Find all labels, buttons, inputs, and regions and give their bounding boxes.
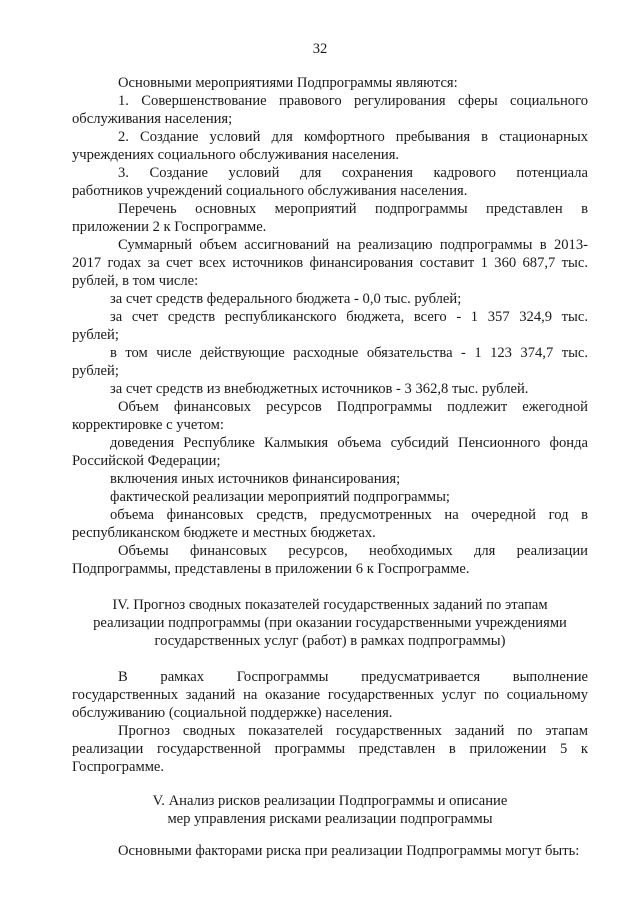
paragraph-line: В рамках Госпрограммы предусматривается выполнение [118, 669, 588, 685]
paragraph-line: в том числе действующие расходные обязательства - 1 123 374,7 тыс. [110, 345, 588, 361]
list-item-line: работников учреждений социального обслуживания населения. [72, 183, 468, 199]
paragraph-line: за счет средств республиканского бюджета, всего - 1 357 324,9 тыс. [110, 309, 588, 325]
paragraph-line: 2017 годах за счет всех источников финансирования составит 1 360 687,7 тыс. [72, 255, 588, 271]
paragraph-line: государственных заданий на оказание государственных услуг по социальному [72, 687, 588, 703]
paragraph-line: доведения Республике Калмыкия объема субсидий Пенсионного фонда [110, 435, 588, 451]
list-item-line: учреждениях социального обслуживания населения. [72, 147, 400, 163]
paragraph-line: корректировке с учетом: [72, 417, 224, 433]
paragraph-line: рублей, в том числе: [72, 273, 199, 289]
paragraph-line: реализации государственной программы представлен в приложении 5 к [72, 741, 588, 757]
page-number: 32 [312, 41, 328, 57]
paragraph-line: Подпрограммы, представлены в приложении 6 к Госпрограмме. [72, 561, 470, 577]
paragraph-line: приложении 2 к Госпрограмме. [72, 219, 267, 235]
paragraph-line: Суммарный объем ассигнований на реализацию подпрограммы в 2013- [118, 237, 588, 253]
paragraph-line: Объемы финансовых ресурсов, необходимых для реализации [118, 543, 588, 559]
paragraph-line: рублей; [72, 327, 119, 343]
paragraph-line: объема финансовых средств, предусмотренных на очередной год в [110, 507, 588, 523]
paragraph-line: Объем финансовых ресурсов Подпрограммы подлежит ежегодной [118, 399, 588, 415]
list-item-line: 2. Создание условий для комфортного пребывания в стационарных [118, 129, 588, 145]
paragraph-line: Прогноз сводных показателей государственных заданий по этапам [118, 723, 588, 739]
paragraph-line: Основными факторами риска при реализации Подпрограммы могут быть: [118, 843, 580, 859]
section-heading: государственных услуг (работ) в рамках подпрограммы) [154, 633, 506, 649]
section-heading: реализации подпрограммы (при оказании государственными учреждениями [93, 615, 567, 631]
section-heading: мер управления рисками реализации подпрограммы [167, 811, 493, 827]
paragraph-line: фактической реализации мероприятий подпрограммы; [110, 489, 450, 505]
paragraph-line: Основными мероприятиями Подпрограммы являются: [118, 75, 458, 91]
list-item-line: 1. Совершенствование правового регулирования сферы социального [118, 93, 588, 109]
paragraph-line: рублей; [72, 363, 119, 379]
list-item-line: обслуживания населения; [72, 111, 233, 127]
section-heading: V. Анализ рисков реализации Подпрограммы и описание [152, 793, 508, 809]
paragraph-line: республиканском бюджете и местных бюджетах. [72, 525, 376, 541]
paragraph-line: Российской Федерации; [72, 453, 221, 469]
section-heading: IV. Прогноз сводных показателей государственных заданий по этапам [112, 597, 548, 613]
paragraph-line: включения иных источников финансирования; [110, 471, 401, 487]
list-item-line: 3. Создание условий для сохранения кадрового потенциала [118, 165, 588, 181]
paragraph-line: Перечень основных мероприятий подпрограммы представлен в [118, 201, 588, 217]
paragraph-line: за счет средств федерального бюджета - 0,0 тыс. рублей; [110, 291, 462, 307]
paragraph-line: Госпрограмме. [72, 759, 165, 775]
paragraph-line: обслуживанию (социальной поддержке) населения. [72, 705, 393, 721]
paragraph-line: за счет средств из внебюджетных источников - 3 362,8 тыс. рублей. [110, 381, 529, 397]
